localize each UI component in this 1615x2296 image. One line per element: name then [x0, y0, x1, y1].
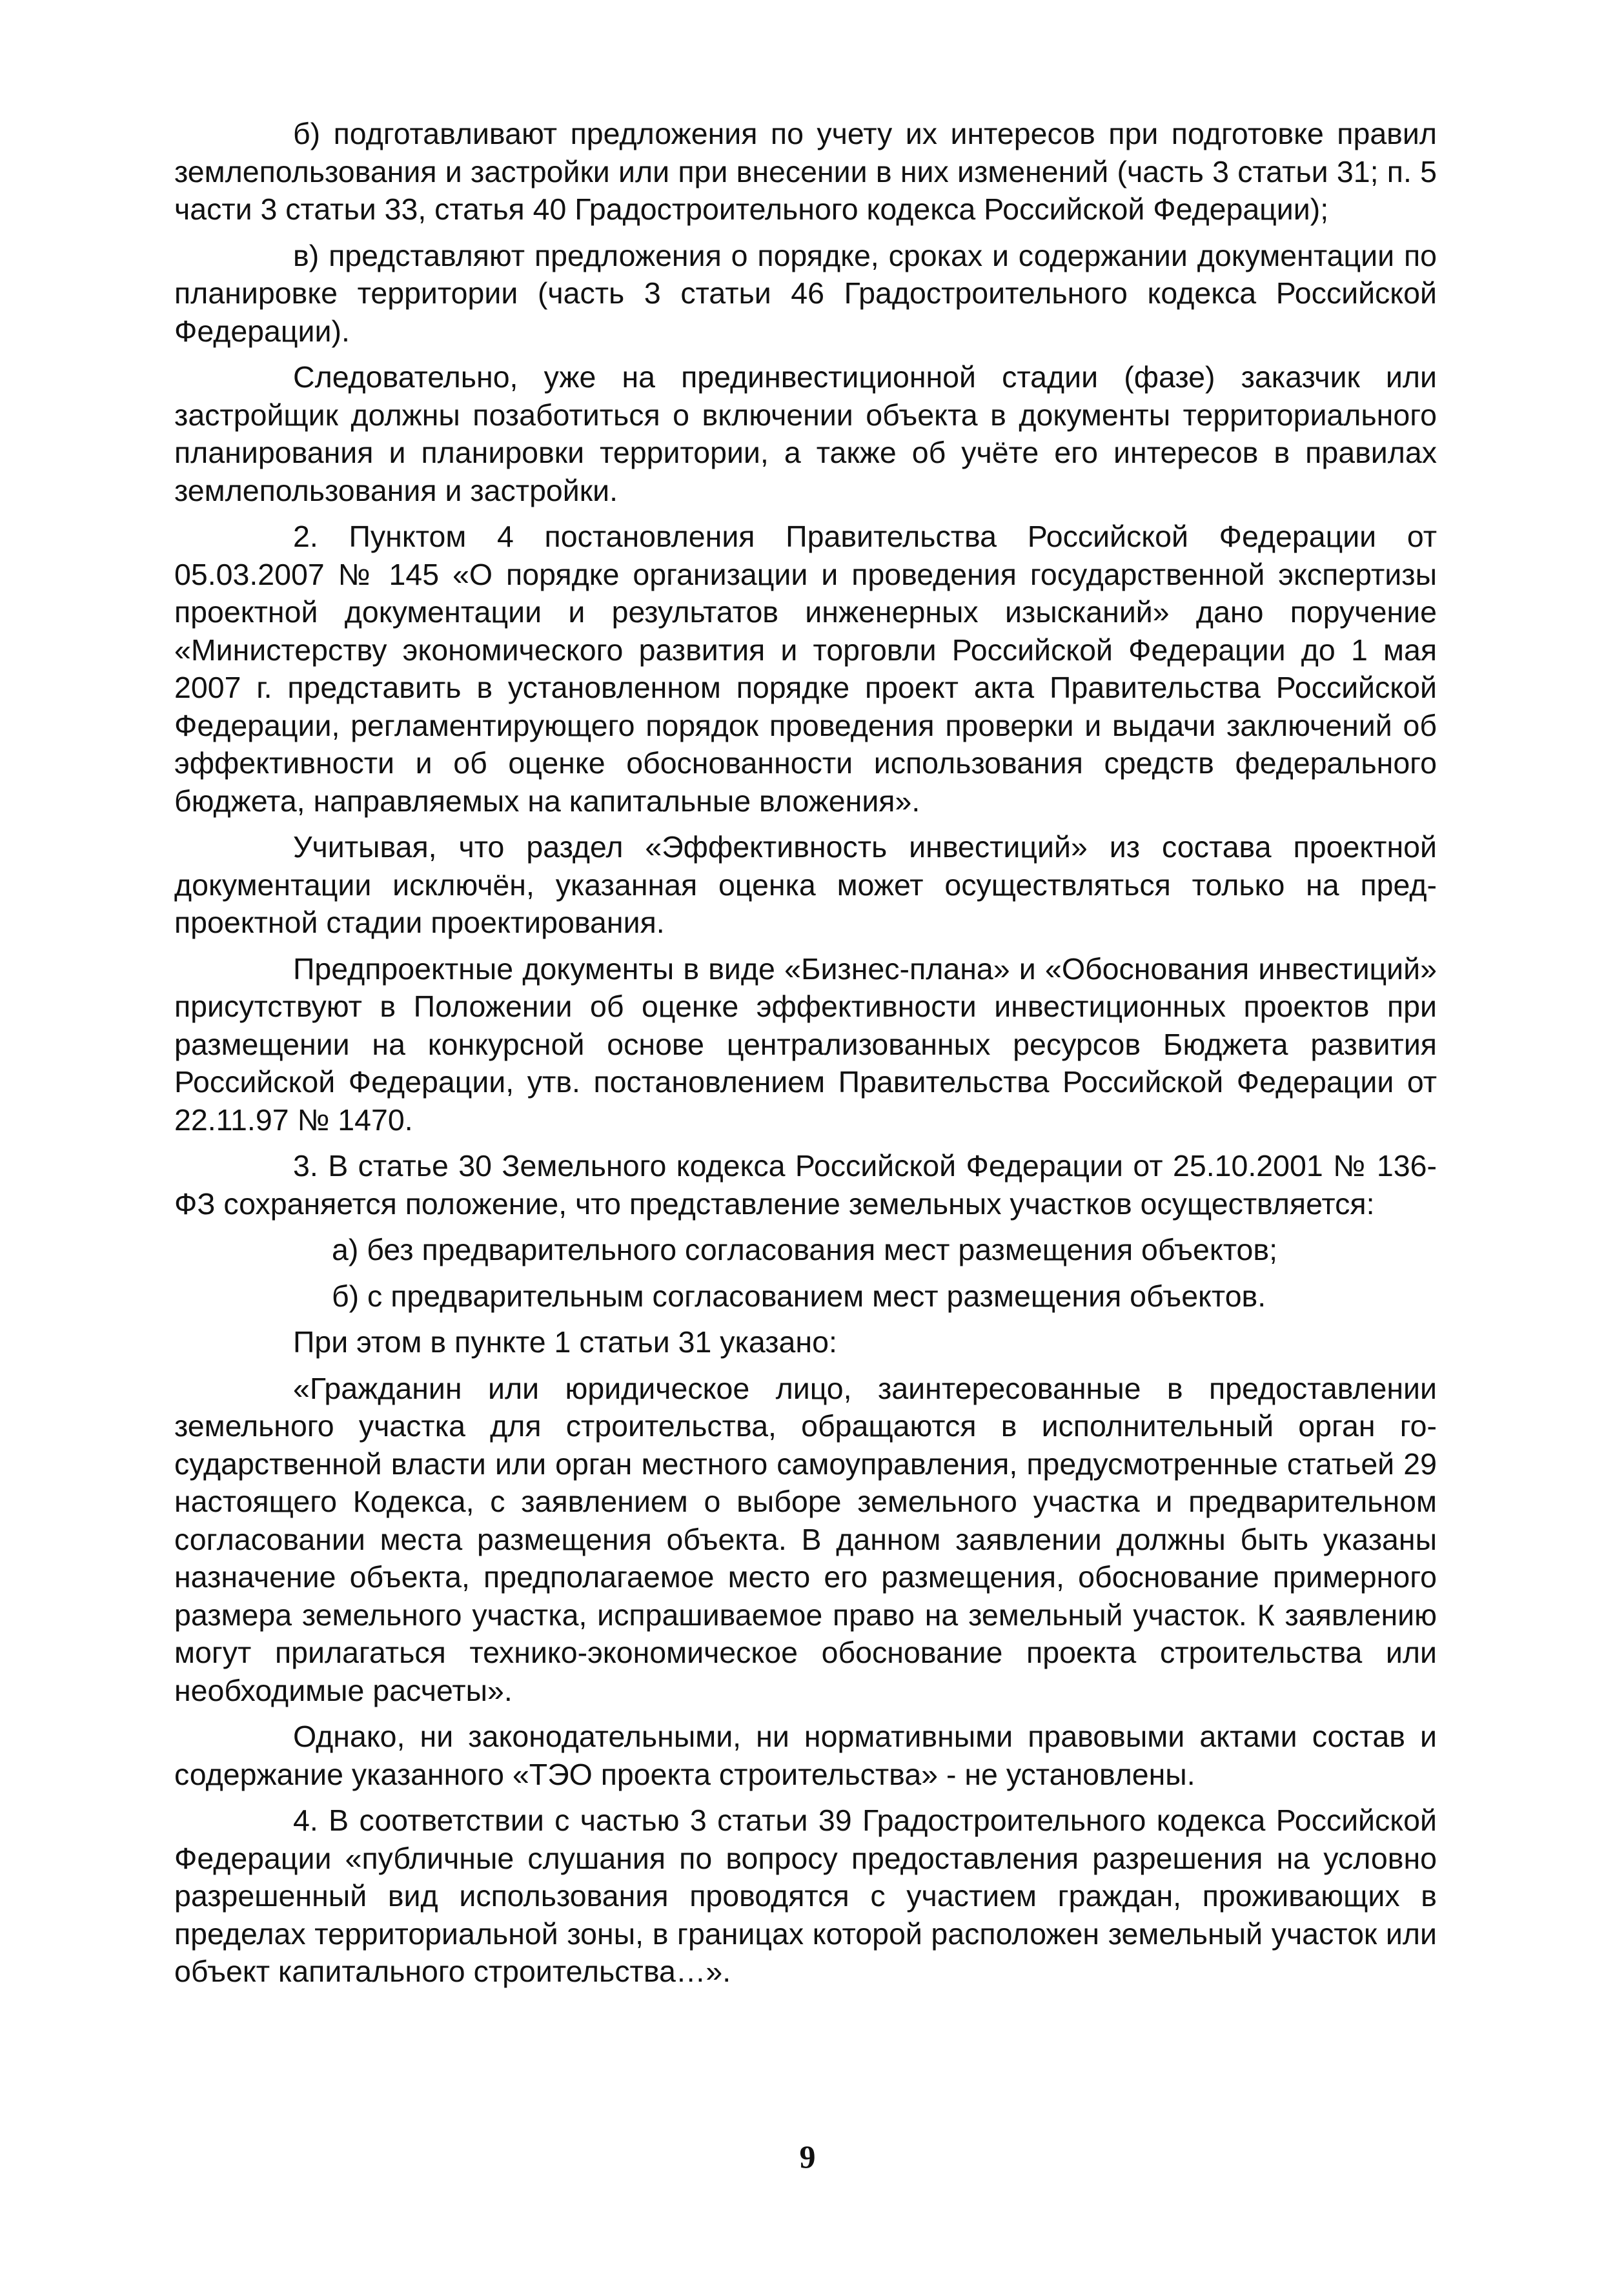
list-item-a: а) без предварительного согласования мест размещения объектов;: [332, 1233, 1278, 1266]
paragraph-item-v: в) представляют предложения о порядке, сроках и содержании документации по планировке территории (часть 3 статьи 46 Градостроительного кодекса Российской Федерации).: [174, 238, 1437, 348]
paragraph-considering: Учитывая, что раздел «Эффективность инвестиций» из состава проектной документации исключён, указанная оценка может осуществляться только на предпроектной стадии проектирования.: [174, 830, 1437, 939]
paragraph-point-3: 3. В статье 30 Земельного кодекса Российской Федерации от 25.10.2001 № 136-ФЗ сохраняется положение, что представление земельных участков осуществляется:: [174, 1149, 1437, 1221]
paragraph-article-31-intro: При этом в пункте 1 статьи 31 указано:: [293, 1325, 837, 1359]
paragraph-however: Однако, ни законодательными, ни нормативными правовыми актами состав и содержание указанного «ТЭО проекта строительства» - не установлены.: [174, 1720, 1437, 1791]
paragraph-item-b: б) подготавливают предложения по учету их интересов при подготовке правил землепользования и застройки или при внесении в них изменений (часть 3 статьи 31; п. 5 части 3 статьи 33, статья 40 Градостроительного кодекса Российской Федерации);: [174, 117, 1437, 226]
list-item-b: б) с предварительным согласованием мест размещения объектов.: [332, 1279, 1266, 1313]
paragraph-preproject-docs: Предпроектные документы в виде «Бизнес-плана» и «Обоснования инвестиций» присутствуют в Положении об оценке эффективности инвестиционных проектов при размещении на конкурсной основе централизованных ресурсов Бюджета развития Российской Федерации, утв. постановлением Правительства Российской Федерации от 22.11.97 № 1470.: [174, 951, 1437, 1137]
page-number: 9: [799, 2139, 816, 2175]
document-page: [174, 115, 1437, 1999]
paragraph-point-2: 2. Пунктом 4 постановления Правительства Российской Федерации от 05.03.2007 № 145 «О порядке организации и проведения государственной экспертизы проектной документации и результатов инженерных изысканий» дано поручение «Министерству экономического развития и торговли Российской Федерации до 1 мая 2007 г. представить в установленном порядке проект акта Правительства Российской Федерации, регламентирующего порядок проведения проверки и выдачи заключений об эффективности и об оценке обоснованности использования средств федерального бюджета, направляемых на капитальные вложения».: [174, 520, 1437, 818]
paragraph-quote: «Гражданин или юридическое лицо, заинтересованные в предоставлении земельного участка для строительства, обращаются в исполнительный орган государственной власти или орган местного самоуправления, предусмотренные статьей 29 настоящего Кодекса, с заявлением о выборе земельного участка и предварительном согласовании места размещения объекта. В данном заявлении должны быть указаны назначение объекта, предполагаемое место его размещения, обоснование примерного размера земельного участка, испрашиваемое право на земельный участок. К заявлению могут прилагаться технико-экономическое обоснование проекта строительства или необходимые расчеты».: [174, 1371, 1437, 1707]
paragraph-consequently: Следовательно, уже на прединвестиционной стадии (фазе) заказчик или застройщик должны позаботиться о включении объекта в документы территориального планирования и планировки территории, а также об учёте его интересов в правилах землепользования и застройки.: [174, 360, 1437, 507]
paragraph-point-4: 4. В соответствии с частью 3 статьи 39 Градостроительного кодекса Российской Федерации «публичные слушания по вопросу предоставления разрешения на условно разрешенный вид использования проводятся с участием граждан, проживающих в пределах территориальной зоны, в границах которой расположен земельный участок или объект капитального строительства…».: [174, 1803, 1437, 1988]
